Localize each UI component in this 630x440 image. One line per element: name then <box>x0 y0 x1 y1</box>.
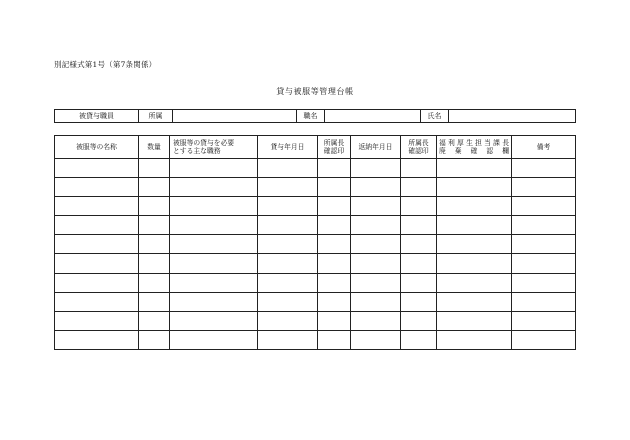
ledger-cell-remarks[interactable] <box>512 311 576 330</box>
ledger-cell-remarks[interactable] <box>512 235 576 254</box>
ledger-cell-item-name[interactable] <box>55 235 139 254</box>
department-label: 所属 <box>139 110 173 123</box>
header-dept-confirm-loan-line2: 確認印 <box>323 147 345 155</box>
ledger-row <box>55 197 576 216</box>
ledger-cell-dept-confirm-return[interactable] <box>401 254 437 273</box>
ledger-cell-dept-confirm-return[interactable] <box>401 273 437 292</box>
ledger-cell-dept-confirm-return[interactable] <box>401 235 437 254</box>
ledger-cell-dept-confirm-return[interactable] <box>401 159 437 178</box>
ledger-cell-dept-confirm-loan[interactable] <box>318 273 351 292</box>
header-dept-confirm-loan <box>318 136 351 159</box>
ledger-cell-welfare-disposal[interactable] <box>437 254 512 273</box>
ledger-cell-return-date[interactable] <box>351 292 401 311</box>
ledger-cell-dept-confirm-loan[interactable] <box>318 178 351 197</box>
name-field[interactable] <box>449 110 576 123</box>
ledger-row <box>55 178 576 197</box>
ledger-cell-dept-confirm-return[interactable] <box>401 216 437 235</box>
ledger-cell-quantity[interactable] <box>139 197 170 216</box>
ledger-cell-dept-confirm-loan[interactable] <box>318 235 351 254</box>
ledger-cell-welfare-disposal[interactable] <box>437 311 512 330</box>
header-duty-line1: 被服等の貸与を必要 <box>173 138 235 147</box>
clothing-ledger-table <box>54 135 576 350</box>
ledger-cell-return-date[interactable] <box>351 330 401 349</box>
ledger-cell-welfare-disposal[interactable] <box>437 197 512 216</box>
ledger-cell-loan-date[interactable] <box>258 273 318 292</box>
ledger-row <box>55 235 576 254</box>
header-item-name: 被服等の名称 <box>55 136 139 159</box>
ledger-row <box>55 159 576 178</box>
ledger-cell-remarks[interactable] <box>512 197 576 216</box>
ledger-cell-duty[interactable] <box>170 235 258 254</box>
ledger-cell-quantity[interactable] <box>139 178 170 197</box>
ledger-cell-dept-confirm-return[interactable] <box>401 178 437 197</box>
ledger-cell-duty[interactable] <box>170 273 258 292</box>
ledger-cell-welfare-disposal[interactable] <box>437 235 512 254</box>
employee-info-row <box>55 110 576 123</box>
ledger-cell-remarks[interactable] <box>512 273 576 292</box>
ledger-cell-return-date[interactable] <box>351 159 401 178</box>
ledger-cell-return-date[interactable] <box>351 197 401 216</box>
ledger-cell-duty[interactable] <box>170 178 258 197</box>
ledger-cell-loan-date[interactable] <box>258 292 318 311</box>
ledger-cell-duty[interactable] <box>170 292 258 311</box>
ledger-cell-duty[interactable] <box>170 254 258 273</box>
ledger-cell-quantity[interactable] <box>139 330 170 349</box>
ledger-cell-dept-confirm-loan[interactable] <box>318 292 351 311</box>
ledger-cell-dept-confirm-loan[interactable] <box>318 159 351 178</box>
ledger-cell-remarks[interactable] <box>512 159 576 178</box>
ledger-cell-item-name[interactable] <box>55 216 139 235</box>
ledger-cell-dept-confirm-return[interactable] <box>401 311 437 330</box>
ledger-cell-duty[interactable] <box>170 330 258 349</box>
ledger-cell-quantity[interactable] <box>139 273 170 292</box>
employee-info-table <box>54 109 576 123</box>
ledger-cell-loan-date[interactable] <box>258 197 318 216</box>
ledger-cell-quantity[interactable] <box>139 254 170 273</box>
ledger-row <box>55 330 576 349</box>
ledger-cell-dept-confirm-return[interactable] <box>401 197 437 216</box>
header-remarks: 備考 <box>512 136 576 159</box>
header-duty-line2: とする主な職務 <box>173 147 221 155</box>
ledger-cell-quantity[interactable] <box>139 159 170 178</box>
ledger-cell-remarks[interactable] <box>512 178 576 197</box>
document-title: 貸与被服等管理台帳 <box>276 87 354 96</box>
ledger-cell-return-date[interactable] <box>351 311 401 330</box>
ledger-cell-item-name[interactable] <box>55 159 139 178</box>
header-quantity: 数量 <box>139 136 170 159</box>
ledger-cell-quantity[interactable] <box>139 235 170 254</box>
ledger-cell-loan-date[interactable] <box>258 330 318 349</box>
ledger-cell-item-name[interactable] <box>55 330 139 349</box>
ledger-cell-loan-date[interactable] <box>258 235 318 254</box>
header-welfare-disposal <box>437 136 512 159</box>
name-label: 氏名 <box>421 110 449 123</box>
ledger-cell-remarks[interactable] <box>512 330 576 349</box>
ledger-cell-item-name[interactable] <box>55 197 139 216</box>
ledger-cell-dept-confirm-loan[interactable] <box>318 197 351 216</box>
ledger-cell-quantity[interactable] <box>139 216 170 235</box>
header-duty <box>170 136 258 159</box>
ledger-cell-remarks[interactable] <box>512 292 576 311</box>
department-field[interactable] <box>173 110 297 123</box>
header-return-date: 返納年月日 <box>351 136 401 159</box>
ledger-cell-remarks[interactable] <box>512 254 576 273</box>
employee-label: 被貸与職員 <box>55 110 139 123</box>
ledger-cell-item-name[interactable] <box>55 178 139 197</box>
ledger-cell-loan-date[interactable] <box>258 159 318 178</box>
ledger-cell-remarks[interactable] <box>512 216 576 235</box>
ledger-cell-quantity[interactable] <box>139 292 170 311</box>
position-field[interactable] <box>325 110 421 123</box>
header-dept-confirm-return <box>401 136 437 159</box>
ledger-cell-welfare-disposal[interactable] <box>437 178 512 197</box>
ledger-cell-item-name[interactable] <box>55 273 139 292</box>
header-dept-confirm-return-line2: 確認印 <box>408 147 429 155</box>
ledger-cell-welfare-disposal[interactable] <box>437 159 512 178</box>
ledger-cell-dept-confirm-loan[interactable] <box>318 330 351 349</box>
ledger-cell-loan-date[interactable] <box>258 178 318 197</box>
header-dept-confirm-loan-line1: 所属長 <box>323 138 345 147</box>
ledger-cell-return-date[interactable] <box>351 254 401 273</box>
header-dept-confirm-return-line1: 所属長 <box>408 138 429 147</box>
ledger-cell-welfare-disposal[interactable] <box>437 292 512 311</box>
ledger-row <box>55 216 576 235</box>
ledger-cell-return-date[interactable] <box>351 216 401 235</box>
form-reference: 別記様式第1号（第7条関係） <box>54 60 157 69</box>
ledger-cell-return-date[interactable] <box>351 273 401 292</box>
position-label: 職名 <box>297 110 325 123</box>
ledger-cell-dept-confirm-loan[interactable] <box>318 311 351 330</box>
ledger-cell-dept-confirm-loan[interactable] <box>318 254 351 273</box>
ledger-cell-loan-date[interactable] <box>258 254 318 273</box>
header-welfare-line1: 福利厚生担当課長 <box>439 138 509 147</box>
ledger-row <box>55 292 576 311</box>
ledger-cell-return-date[interactable] <box>351 235 401 254</box>
ledger-row <box>55 311 576 330</box>
ledger-cell-loan-date[interactable] <box>258 311 318 330</box>
ledger-cell-duty[interactable] <box>170 311 258 330</box>
ledger-cell-dept-confirm-loan[interactable] <box>318 216 351 235</box>
ledger-cell-welfare-disposal[interactable] <box>437 216 512 235</box>
ledger-cell-item-name[interactable] <box>55 311 139 330</box>
ledger-cell-return-date[interactable] <box>351 178 401 197</box>
ledger-cell-quantity[interactable] <box>139 311 170 330</box>
header-loan-date: 貸与年月日 <box>258 136 318 159</box>
ledger-cell-duty[interactable] <box>170 216 258 235</box>
ledger-cell-dept-confirm-return[interactable] <box>401 330 437 349</box>
ledger-cell-duty[interactable] <box>170 197 258 216</box>
ledger-header-row <box>55 136 576 159</box>
ledger-row <box>55 254 576 273</box>
ledger-cell-welfare-disposal[interactable] <box>437 273 512 292</box>
header-welfare-line2: 廃 棄 確 認 欄 <box>439 147 509 155</box>
ledger-cell-dept-confirm-return[interactable] <box>401 292 437 311</box>
ledger-cell-item-name[interactable] <box>55 292 139 311</box>
ledger-cell-item-name[interactable] <box>55 254 139 273</box>
ledger-cell-duty[interactable] <box>170 159 258 178</box>
ledger-row <box>55 273 576 292</box>
ledger-cell-loan-date[interactable] <box>258 216 318 235</box>
ledger-cell-welfare-disposal[interactable] <box>437 330 512 349</box>
ledger-body <box>55 159 576 350</box>
